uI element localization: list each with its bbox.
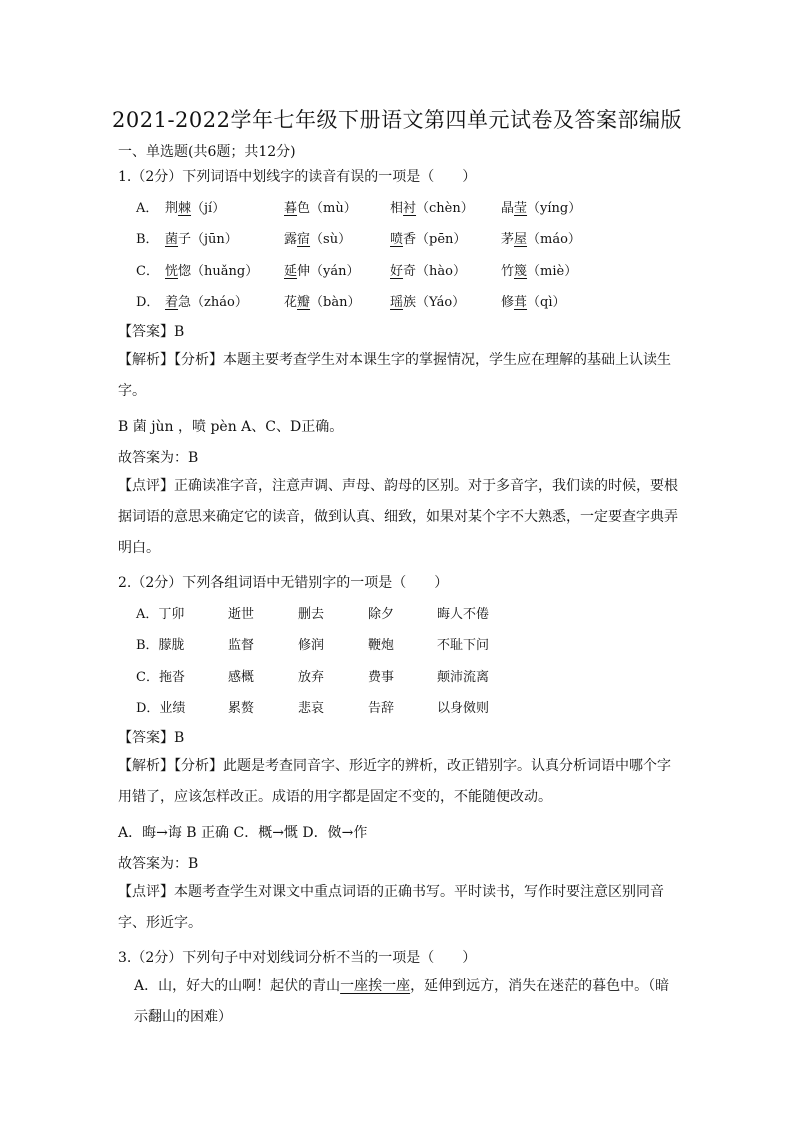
q2-word: 晦人不倦 — [437, 607, 490, 622]
underlined-char: 着 — [165, 295, 179, 310]
q2-word: 放弃 — [298, 670, 325, 685]
pinyin: （mù） — [310, 201, 357, 216]
word-part: 露 — [284, 232, 298, 247]
q1-word — [284, 228, 351, 247]
q2-word: 除夕 — [368, 607, 395, 622]
underlined-char: 篾 — [514, 264, 528, 279]
q2-option-label: A．丁卯 — [136, 607, 185, 622]
q1-word — [284, 260, 360, 279]
q2-word: 逝世 — [228, 607, 255, 622]
q3-stem: 3.（2分）下列句子中对划线词分析不当的一项是（ ） — [118, 950, 477, 966]
q1-word — [501, 228, 581, 247]
underlined-char: 瓣 — [297, 295, 311, 310]
word-part: 色 — [297, 201, 311, 216]
q1-word — [284, 291, 360, 310]
underlined-char: 瑶 — [390, 295, 404, 310]
q2-word: 感概 — [228, 670, 255, 685]
q2-word: 以身傚则 — [437, 701, 490, 716]
word-part: 竹 — [501, 264, 515, 279]
q2-word: 删去 — [298, 607, 325, 622]
q2-analysis: 【解析】【分析】此题是考查同音字、形近字的辨析，改正错别字。认真分析词语中哪个字用错了，应该怎样改正。成语的用字都是固定不变的，不能随便改动。 — [118, 758, 671, 805]
underlined-char: 屋 — [514, 232, 528, 247]
word-part: 荆 — [165, 201, 179, 216]
underlined-char: 喷 — [390, 232, 404, 247]
word-part: 族 — [403, 295, 417, 310]
q2-word: 鞭炮 — [368, 638, 395, 653]
q1-word — [390, 228, 466, 247]
q2-word: 悲哀 — [298, 701, 325, 716]
q2-word: 不耻下问 — [437, 638, 490, 653]
q2-detail: A．晦→诲 B 正确 C．概→慨 D．傚→作 — [118, 825, 368, 841]
q1-word — [390, 260, 466, 279]
q1-option-label: D． — [136, 295, 160, 310]
word-part: 急 — [178, 295, 192, 310]
q1-answer: 【答案】B — [118, 324, 185, 340]
q1-option-label: C． — [136, 264, 159, 279]
pinyin: （pēn） — [416, 232, 467, 247]
word-part: 伸 — [297, 264, 311, 279]
q1-detail: B 菌 jùn ，喷 pèn A、C、D正确。 — [118, 419, 344, 435]
pinyin: （chèn） — [416, 201, 474, 216]
q3-option-a-underlined: 一座挨一座 — [340, 978, 411, 994]
word-part: 惚 — [178, 264, 192, 279]
underlined-char: 葺 — [514, 295, 528, 310]
q2-word: 累赘 — [228, 701, 255, 716]
q1-word — [501, 197, 581, 216]
q1-comment: 【点评】正确读准字音，注意声调、声母、韵母的区别。对于多音字，我们读的时候，要根据词语的意思来确定它的读音，做到认真、细致，如果对某个字不大熟悉，一定要查字典弄明白。 — [118, 478, 678, 556]
q3-option-a-rest: ，延伸到远方，消失在迷茫的暮色中。（暗示翻山的困难） — [134, 978, 670, 1025]
q2-option-label: D．业绩 — [136, 701, 186, 716]
underlined-char: 好 — [390, 264, 404, 279]
q1-word — [165, 228, 238, 247]
word-part: 香 — [403, 232, 417, 247]
underlined-char: 菌 — [165, 232, 179, 247]
q2-word: 告辞 — [368, 701, 395, 716]
pinyin: （máo） — [527, 232, 581, 247]
q2-final: 故答案为：B — [118, 856, 199, 872]
q3-option-a — [134, 971, 678, 1033]
q2-word: 颠沛流离 — [437, 670, 490, 685]
underlined-char: 莹 — [514, 201, 528, 216]
word-part: 修 — [501, 295, 515, 310]
word-part: 奇 — [403, 264, 417, 279]
word-part: 相 — [390, 201, 404, 216]
underlined-char: 棘 — [178, 201, 192, 216]
q1-option-label: B． — [136, 232, 159, 247]
pinyin: （huǎng） — [191, 264, 259, 279]
word-part: 花 — [284, 295, 298, 310]
q1-word — [390, 291, 465, 310]
q1-analysis: 【解析】【分析】本题主要考查学生对本课生字的掌握情况，学生应在理解的基础上认读生字。 — [118, 352, 671, 399]
pinyin: （Yáo） — [416, 295, 466, 310]
pinyin: （yán） — [310, 264, 360, 279]
underlined-char: 延 — [284, 264, 298, 279]
pinyin: （qì） — [527, 295, 566, 310]
q1-word — [501, 291, 566, 310]
pinyin: （zháo） — [191, 295, 248, 310]
q1-word — [165, 291, 248, 310]
pinyin: （jí） — [191, 201, 226, 216]
q1-final: 故答案为：B — [118, 450, 199, 466]
underlined-char: 暮 — [284, 201, 298, 216]
word-part: 茅 — [501, 232, 515, 247]
word-part: 子 — [178, 232, 192, 247]
pinyin: （sù） — [310, 232, 352, 247]
q3-option-a-text: A．山，好大的山啊！起伏的青山 — [134, 978, 341, 994]
q2-word: 监督 — [228, 638, 255, 653]
q1-option-label: A． — [136, 201, 159, 216]
q1-word — [390, 197, 474, 216]
page-title: 2021-2022学年七年级下册语文第四单元试卷及答案部编版 — [112, 108, 682, 132]
underlined-char: 宿 — [297, 232, 311, 247]
q2-option-label: B．朦胧 — [136, 638, 185, 653]
pinyin: （miè） — [527, 264, 578, 279]
section-heading: 一、单选题(共6题；共12分) — [118, 144, 296, 160]
pinyin: （jūn） — [191, 232, 238, 247]
word-part: 晶 — [501, 201, 515, 216]
q2-word: 修润 — [298, 638, 325, 653]
q1-stem: 1.（2分）下列词语中划线字的读音有误的一项是（ ） — [118, 169, 477, 185]
pinyin: （bàn） — [310, 295, 361, 310]
q1-word — [165, 260, 258, 279]
q2-word: 费事 — [368, 670, 395, 685]
pinyin: （hào） — [416, 264, 466, 279]
q2-option-label: C．拖沓 — [136, 670, 185, 685]
q2-stem: 2.（2分）下列各组词语中无错别字的一项是（ ） — [118, 575, 449, 591]
q2-comment: 【点评】本题考查学生对课文中重点词语的正确书写。平时读书，写作时要注意区别同音字、形近字。 — [118, 884, 664, 931]
q1-word — [284, 197, 357, 216]
q1-word — [165, 197, 225, 216]
underlined-char: 恍 — [165, 264, 179, 279]
q1-word — [501, 260, 577, 279]
q2-answer: 【答案】B — [118, 730, 185, 746]
underlined-char: 衬 — [403, 201, 417, 216]
pinyin: （yíng） — [527, 201, 582, 216]
